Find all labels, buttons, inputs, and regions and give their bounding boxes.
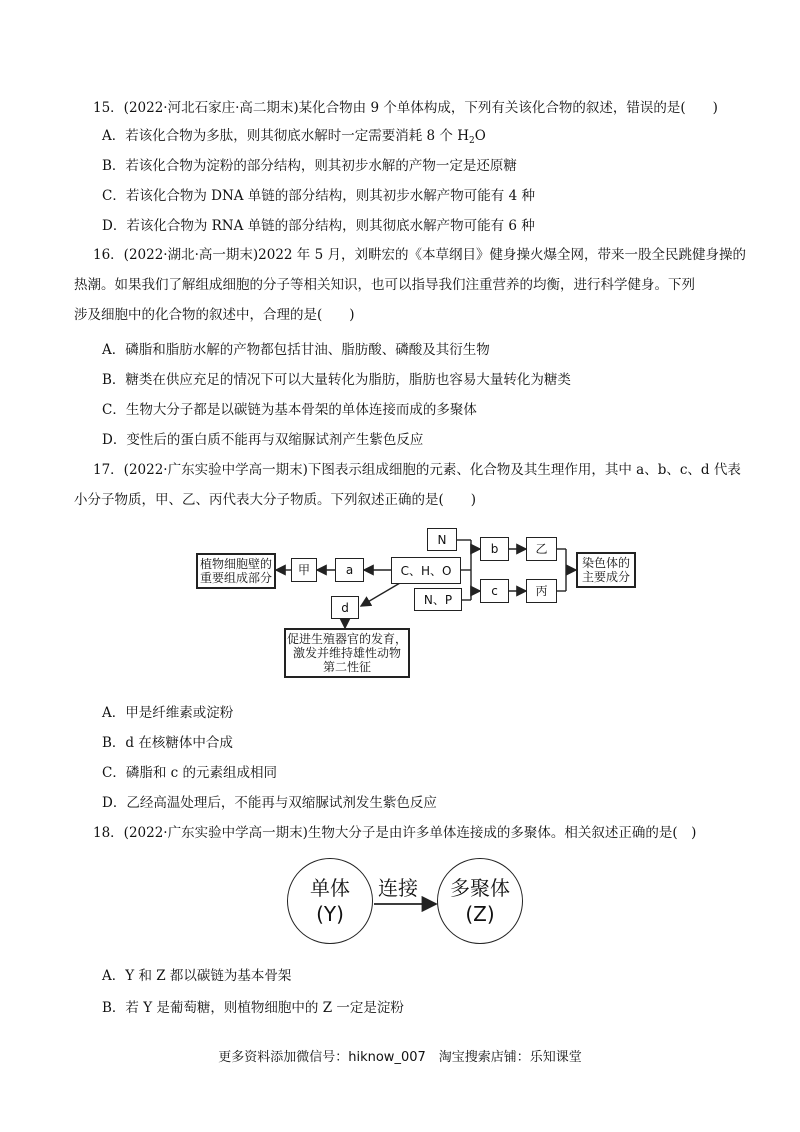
b-box: b <box>480 537 509 561</box>
q18-stem: 18．(2022·广东实验中学高一期末)生物大分子是由许多单体连接成的多聚体。相关叙述正确的是( ) <box>93 825 697 841</box>
q17-option-b: B．d 在核糖体中合成 <box>102 735 233 751</box>
monomer-label: 单体 <box>310 876 350 900</box>
link-label: 连接 <box>378 876 418 900</box>
q16-option-c: C．生物大分子都是以碳链为基本骨架的单体连接而成的多聚体 <box>102 402 477 418</box>
chromosome-box: 染色体的 主要成分 <box>576 552 636 588</box>
a-box: a <box>335 558 364 582</box>
polymer-symbol: (Z) <box>465 902 495 926</box>
n-box: N <box>427 528 457 551</box>
jia-box: 甲 <box>291 558 317 582</box>
monomer-symbol: (Y) <box>316 902 344 926</box>
q15-option-b: B．若该化合物为淀粉的部分结构，则其初步水解的产物一定是还原糖 <box>102 158 517 174</box>
q16-option-b: B．糖类在供应充足的情况下可以大量转化为脂肪，脂肪也容易大量转化为糖类 <box>102 372 571 388</box>
q17-option-c: C．磷脂和 c 的元素组成相同 <box>102 765 277 781</box>
q15-option-c: C．若该化合物为 DNA 单链的部分结构，则其初步水解产物可能有 4 种 <box>102 188 535 204</box>
q15-option-a: A．若该化合物为多肽，则其彻底水解时一定需要消耗 8 个 $H_2O$ <box>102 128 486 146</box>
q15-option-d: D．若该化合物为 RNA 单链的部分结构，则其彻底水解产物可能有 6 种 <box>102 218 535 234</box>
c-box: c <box>480 579 509 603</box>
q16-stem-line1: 16．(2022·湖北·高一期末)2022 年 5 月，刘畊宏的《本草纲目》健身操火爆全网，带来一股全民跳健身操的 <box>93 247 746 263</box>
yi-box: 乙 <box>526 537 557 561</box>
q17-option-a: A．甲是纤维素或淀粉 <box>102 705 234 721</box>
polymer-label: 多聚体 <box>450 876 510 900</box>
bing-box: 丙 <box>526 579 557 603</box>
cho-box: C、H、O <box>391 557 461 584</box>
polymer-circle <box>437 858 523 944</box>
q18-option-a: A．Y 和 Z 都以碳链为基本骨架 <box>102 968 292 984</box>
page-footer: 更多资料添加微信号：hiknow_007 淘宝搜索店铺：乐知课堂 <box>218 1050 582 1065</box>
d-box: d <box>331 596 359 619</box>
q17-stem-line1: 17．(2022·广东实验中学高一期末)下图表示组成细胞的元素、化合物及其生理作用，其中 a、b、c、d 代表 <box>93 462 741 478</box>
q16-option-a: A．磷脂和脂肪水解的产物都包括甘油、脂肪酸、磷酸及其衍生物 <box>102 342 490 358</box>
np-box: N、P <box>414 588 462 611</box>
q17-stem-line2: 小分子物质，甲、乙、丙代表大分子物质。下列叙述正确的是( ) <box>74 492 477 508</box>
q16-stem-line2: 热潮。如果我们了解组成细胞的分子等相关知识，也可以指导我们注重营养的均衡，进行科学健身。下列 <box>74 277 695 293</box>
q17-option-d: D．乙经高温处理后，不能再与双缩脲试剂发生紫色反应 <box>102 795 437 811</box>
q18-option-b: B．若 Y 是葡萄糖，则植物细胞中的 Z 一定是淀粉 <box>102 1000 404 1016</box>
q16-stem-line3: 涉及细胞中的化合物的叙述中，合理的是( ) <box>74 307 355 323</box>
reproductive-function-box: 促进生殖器官的发育， 激发并维持雄性动物 第二性征 <box>284 628 410 678</box>
q15-stem: 15．(2022·河北石家庄·高二期末)某化合物由 9 个单体构成，下列有关该化合物的叙述，错误的是( ) <box>93 100 718 116</box>
plant-cell-wall-box: 植物细胞壁的 重要组成部分 <box>196 553 276 589</box>
q16-option-d: D．变性后的蛋白质不能再与双缩脲试剂产生紫色反应 <box>102 432 424 448</box>
